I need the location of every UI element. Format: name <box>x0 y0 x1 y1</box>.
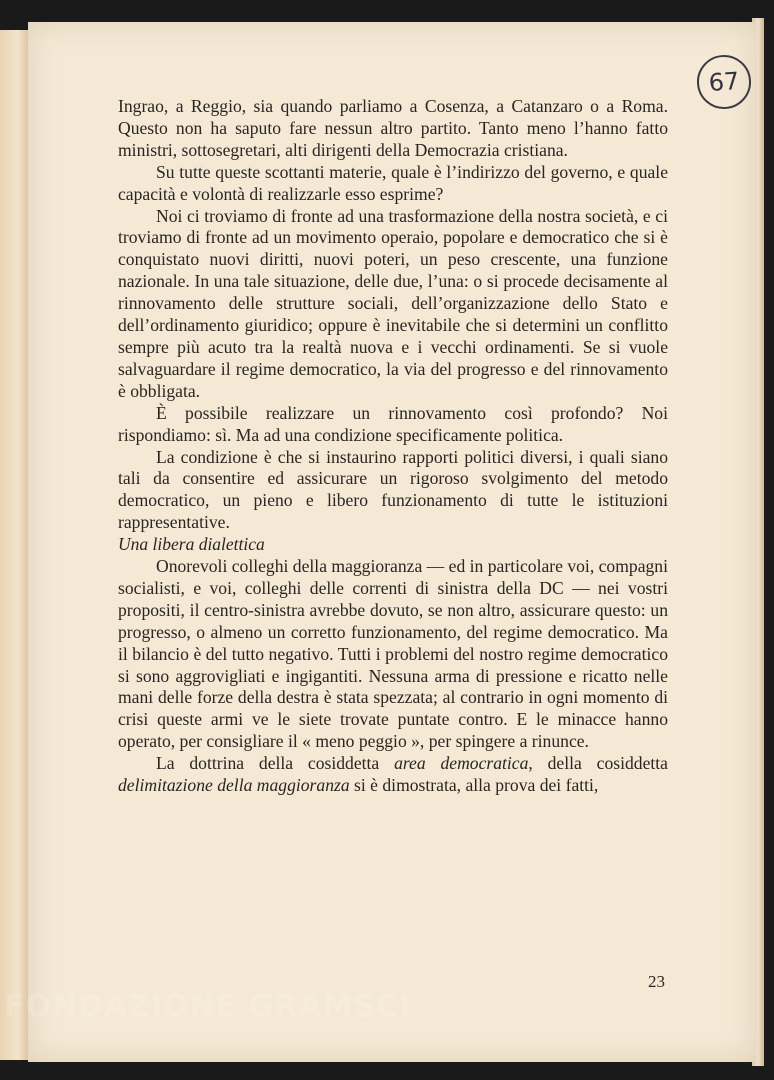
paragraph: È possibile realizzare un rinnovamento così profondo? Noi rispondiamo: sì. Ma ad una condizione specificamente politica. <box>118 402 668 445</box>
paragraph: La dottrina della cosiddetta area democratica, della cosiddetta delimitazione della maggioranza si è dimostrata, alla prova dei fatti, <box>118 753 668 796</box>
paragraph: Ingrao, a Reggio, sia quando parliamo a Cosenza, a Catanzaro o a Roma. Questo non ha saputo fare nessun altro partito. Tanto meno l’hanno fatto ministri, sottosegretari, alti dirigenti della Democrazia cristiana. <box>118 96 668 160</box>
watermark-logo: FONDAZIONE GRAMSCI <box>4 989 412 1024</box>
page-number: 23 <box>648 972 665 991</box>
book-spine <box>0 30 30 1060</box>
body-text <box>118 96 668 797</box>
paragraph: Noi ci troviamo di fronte ad una trasformazione della nostra società, e ci troviamo di fronte ad un movimento operaio, popolare e democratico che si è conquistato nuovi diritti, nuovi poteri, un peso crescente, una funzione nazionale. In una tale situazione, delle due, l’una: o si procede decisamente al rinnovamento delle strutture sociali, dell’organizzazione dello Stato e dell’ordinamento giuridico; oppure è inevitabile che si determini un conflitto sempre più acuto tra la realtà nuova e i vecchi ordinamenti. Se si vuole salvaguardare il regime democratico, la via del progresso e del rinnovamento è obbligata. <box>118 205 668 401</box>
section-heading: Una libera dialettica <box>118 534 265 555</box>
emphasis: area democratica <box>394 753 529 774</box>
paragraph: Onorevoli colleghi della maggioranza — ed in particolare voi, compagni socialisti, e voi, colleghi delle correnti di sinistra della DC — nei vostri propositi, il centro-sinistra avrebbe dovuto, se non altro, assicurare questo: un progresso, o almeno un corretto funzionamento, del regime democratico. Ma il bilancio è del tutto negativo. Tutti i problemi del nostro regime democratico si sono aggrovigliati e ingigantiti. Nessuna arma di pressione e ricatto nelle mani delle forze della destra è stata spezzata; al contrario in ogni momento di crisi queste armi ve le siete trovate puntate contro. E le minacce hanno operato, per consigliare il « meno peggio », per spingere a rinunce. <box>118 556 668 752</box>
emphasis: delimitazione della maggioranza <box>118 775 350 796</box>
paragraph: Su tutte queste scottanti materie, quale è l’indirizzo del governo, e quale capacità e volontà di realizzarle esso esprime? <box>118 161 668 204</box>
paragraph: La condizione è che si instaurino rapporti politici diversi, i quali siano tali da consentire ed assicurare un rigoroso svolgimento del metodo democratico, un pieno e libero funzionamento di tutte le istituzioni rappresentative. <box>118 446 668 533</box>
handwritten-page-number: 67 <box>695 53 753 111</box>
